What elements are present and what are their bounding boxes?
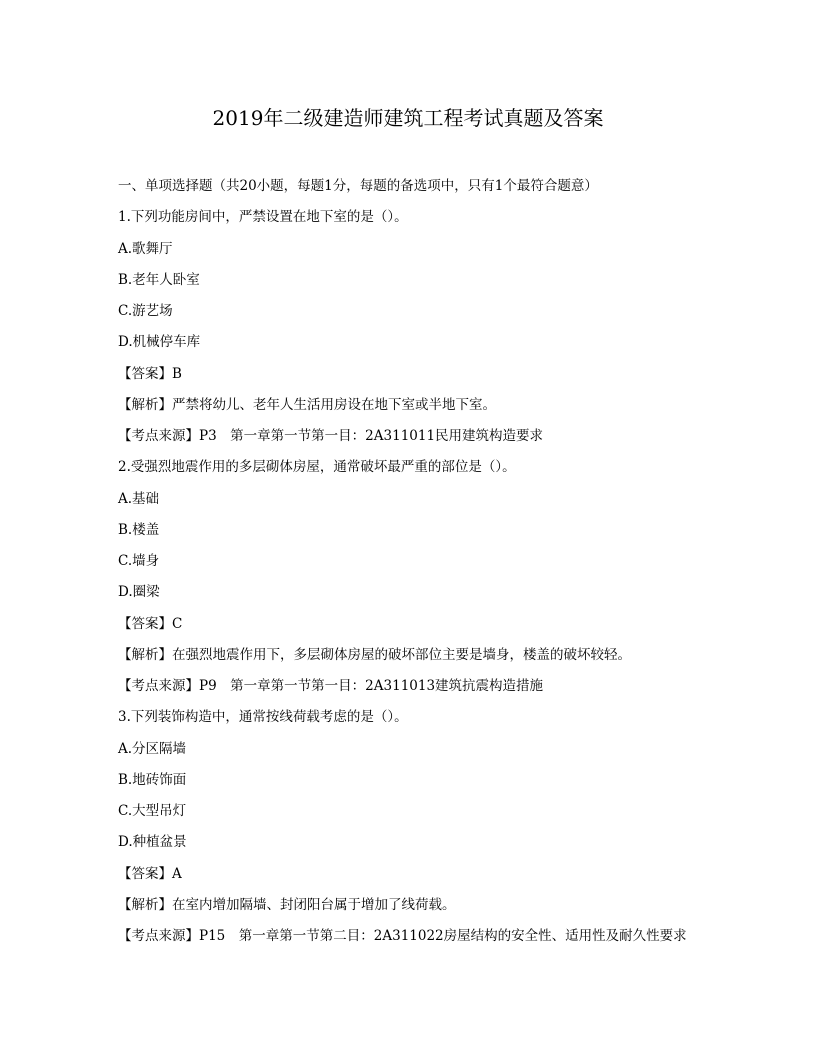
question-3-option-b: B.地砖饰面 (118, 771, 187, 788)
question-1-option-d: D.机械停车库 (118, 334, 201, 351)
question-3-stem: 3.下列装饰构造中，通常按线荷载考虑的是（）。 (118, 709, 408, 726)
question-1-stem: 1.下列功能房间中，严禁设置在地下室的是（）。 (118, 209, 408, 226)
question-3-option-a: A.分区隔墙 (118, 740, 187, 757)
question-1-option-a: A.歌舞厅 (118, 240, 173, 257)
question-2-answer: 【答案】C (118, 615, 183, 632)
question-2-stem: 2.受强烈地震作用的多层砌体房屋，通常破坏最严重的部位是（）。 (118, 459, 516, 476)
document-title: 2019年二级建造师建筑工程考试真题及答案 (212, 106, 604, 130)
question-1-answer: 【答案】B (118, 365, 182, 382)
question-1-option-c: C.游艺场 (118, 303, 173, 319)
question-1-option-b: B.老年人卧室 (118, 271, 200, 288)
question-2-option-b: B.楼盖 (118, 521, 160, 538)
question-3-option-c: C.大型吊灯 (118, 803, 187, 819)
section-heading: 一、单项选择题（共20小题，每题1分，每题的备选项中，只有1个最符合题意） (118, 178, 598, 194)
question-3-analysis: 【解析】在室内增加隔墙、封闭阳台属于增加了线荷载。 (118, 896, 456, 913)
question-2-option-a: A.基础 (118, 490, 160, 507)
question-3-answer: 【答案】A (118, 865, 182, 882)
question-2-option-d: D.圈梁 (118, 584, 160, 601)
question-2-analysis: 【解析】在强烈地震作用下，多层砌体房屋的破坏部位主要是墙身，楼盖的破坏较轻。 (118, 646, 631, 663)
document-body (118, 176, 758, 957)
question-3-option-d: D.种植盆景 (118, 834, 187, 851)
question-1-source: 【考点来源】P3 第一章第一节第一目：2A311011民用建筑构造要求 (118, 428, 544, 444)
question-1-analysis: 【解析】严禁将幼儿、老年人生活用房设在地下室或半地下室。 (118, 396, 496, 413)
question-2-source: 【考点来源】P9 第一章第一节第一目：2A311013建筑抗震构造措施 (118, 678, 544, 694)
question-2-option-c: C.墙身 (118, 553, 160, 569)
question-3-source: 【考点来源】P15 第一章第一节第二目：2A311022房屋结构的安全性、适用性及耐久性要求 (118, 928, 687, 944)
